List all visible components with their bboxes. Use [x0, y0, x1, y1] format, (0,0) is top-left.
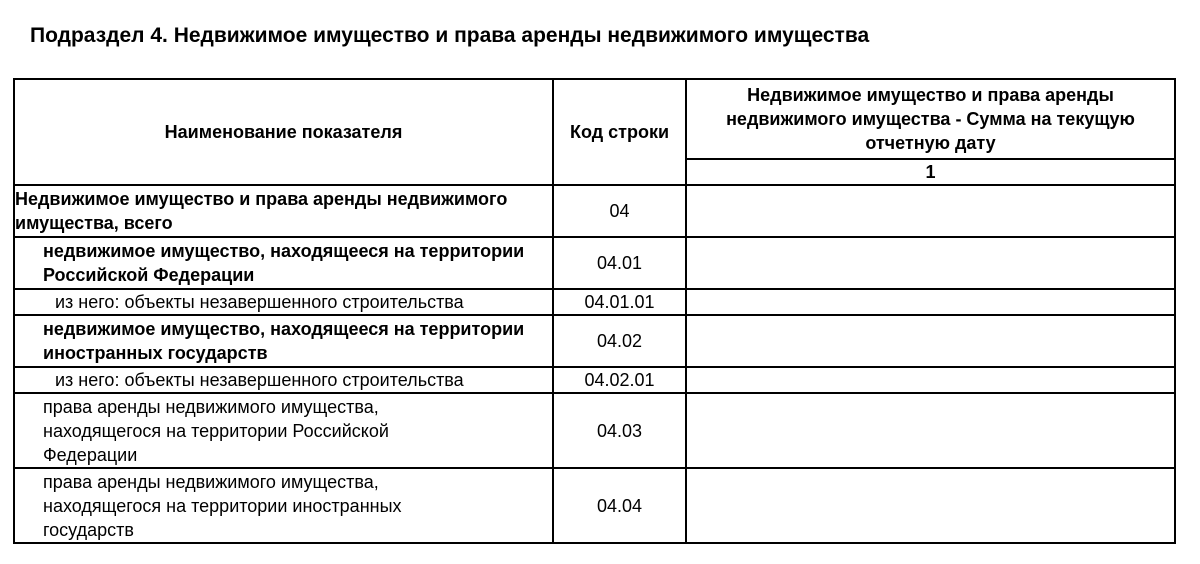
table-row: [14, 185, 1175, 237]
row-name: права аренды недвижимого имущества, находящегося на территории Российской Федерации: [14, 393, 553, 468]
table-row: [14, 468, 1175, 543]
row-name: недвижимое имущество, находящееся на территории иностранных государств: [14, 315, 553, 367]
row-value-cell[interactable]: [686, 185, 1175, 237]
table-row: [14, 289, 1175, 315]
row-code: 04: [553, 185, 686, 237]
table-row: [14, 367, 1175, 393]
row-code: 04.04: [553, 468, 686, 543]
row-value-cell[interactable]: [686, 289, 1175, 315]
row-value-cell[interactable]: [686, 315, 1175, 367]
header-indicator-name: Наименование показателя: [14, 79, 553, 185]
section-title: Подраздел 4. Недвижимое имущество и права аренды недвижимого имущества: [30, 24, 870, 47]
row-name: Недвижимое имущество и права аренды недвижимого имущества, всего: [14, 185, 553, 237]
row-code: 04.02.01: [553, 367, 686, 393]
row-value-cell[interactable]: [686, 367, 1175, 393]
row-code: 04.01: [553, 237, 686, 289]
indicators-table: [13, 78, 1176, 544]
row-name: из него: объекты незавершенного строительства: [14, 289, 553, 315]
row-name: из него: объекты незавершенного строительства: [14, 367, 553, 393]
table-header-row: [14, 79, 1175, 159]
row-code: 04.03: [553, 393, 686, 468]
row-value-cell[interactable]: [686, 393, 1175, 468]
header-amount: Недвижимое имущество и права аренды недвижимого имущества - Сумма на текущую отчетную дату: [686, 79, 1175, 159]
table-row: [14, 393, 1175, 468]
row-code: 04.02: [553, 315, 686, 367]
table-row: [14, 315, 1175, 367]
table-row: [14, 237, 1175, 289]
row-name: недвижимое имущество, находящееся на территории Российской Федерации: [14, 237, 553, 289]
header-column-number: 1: [686, 159, 1175, 185]
row-value-cell[interactable]: [686, 237, 1175, 289]
row-code: 04.01.01: [553, 289, 686, 315]
header-row-code: Код строки: [553, 79, 686, 185]
row-name: права аренды недвижимого имущества, находящегося на территории иностранных государств: [14, 468, 553, 543]
row-value-cell[interactable]: [686, 468, 1175, 543]
